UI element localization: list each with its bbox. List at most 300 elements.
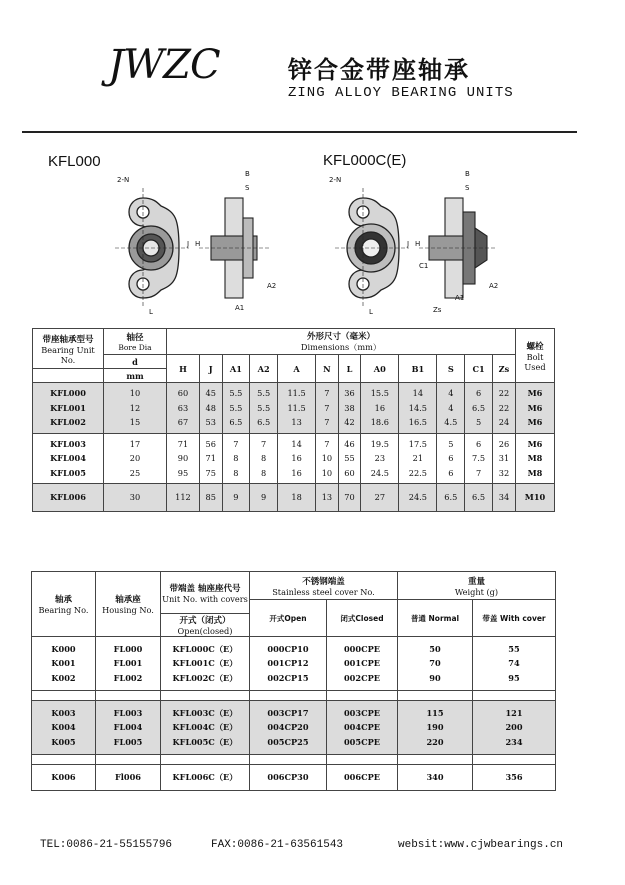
with-cover-cell	[473, 637, 556, 691]
spacer-cell	[327, 691, 398, 701]
unit-cell-value: KFL006C（E）	[172, 772, 238, 783]
dim-cell-value: 36	[344, 388, 355, 398]
open-cell-value: 006CP30	[267, 772, 309, 783]
open-cell-value: 005CP25	[267, 736, 309, 747]
unit-no-cell	[33, 433, 104, 484]
dim-cell	[222, 433, 250, 484]
normal-cell-value: 50	[429, 643, 441, 654]
spacer-cell	[473, 691, 556, 701]
dim-cell-value: 15.5	[370, 388, 389, 398]
closed-cell-value: 001CPE	[343, 658, 380, 669]
dim-cell-value: 24.5	[408, 492, 427, 503]
dim-cell-value: 13	[291, 417, 302, 427]
bolt-cell-value: M6	[527, 388, 543, 398]
dim-cell-value: 70	[344, 492, 355, 503]
bolt-cell-value: M6	[527, 417, 543, 427]
flange-side-view-covered	[419, 198, 495, 298]
dim-cell	[492, 484, 515, 512]
dim-cell-value: 24	[498, 417, 510, 427]
normal-cell-value: 90	[429, 672, 441, 683]
label-b: B	[245, 170, 250, 178]
dim-cell	[338, 484, 361, 512]
col-header-unit-no-sub	[33, 369, 104, 383]
dim-cell-value: 11.5	[287, 388, 306, 398]
drawing-kfl000ce	[315, 168, 515, 318]
label-h: H	[195, 240, 201, 248]
normal-cell	[398, 765, 473, 791]
dim-cell	[278, 383, 316, 434]
with-cover-cell-value: 200	[505, 722, 523, 733]
footer-fax: FAX:0086-21-63561543	[211, 839, 344, 851]
dim-cell-value: 5.5	[257, 388, 271, 398]
col-A2: A2	[250, 355, 278, 383]
table-row-group	[33, 433, 555, 484]
dim-cell	[399, 433, 437, 484]
dim-cell-value: 6	[475, 388, 482, 398]
bearing-cell-value: K006	[51, 772, 76, 783]
dim-cell-value: 7.5	[472, 453, 486, 463]
bearing-cell	[32, 637, 96, 691]
bolt-cell-value: M8	[527, 467, 543, 478]
normal-cell	[398, 701, 473, 755]
col-header-housing: 轴承座 Housing No.	[96, 572, 161, 637]
table-row-group	[32, 765, 556, 791]
dim-cell-value: 53	[205, 417, 216, 427]
col-B1: B1	[399, 355, 437, 383]
open-cell	[250, 701, 327, 755]
bore-cell-value: 15	[129, 417, 141, 427]
spacer-cell	[473, 755, 556, 765]
bearing-cell-value: K003	[51, 707, 76, 718]
col-header-with-cover: 带盖 With cover	[473, 600, 556, 637]
bore-cell	[104, 383, 167, 434]
label-a1-r: A1	[455, 294, 465, 302]
unit-cell-value: KFL003C（E）	[172, 707, 238, 718]
col-J: J	[199, 355, 222, 383]
dim-cell	[399, 484, 437, 512]
label-a2-r: A2	[489, 282, 499, 290]
dim-cell-value: 5.5	[229, 388, 243, 398]
closed-cell-value: 006CPE	[343, 772, 380, 783]
label-b-r: B	[465, 170, 470, 178]
dim-cell-value: 18	[291, 492, 302, 503]
bore-cell-value: 17	[129, 438, 141, 449]
dim-cell-value: 7	[233, 438, 239, 449]
dim-cell	[465, 383, 493, 434]
dim-cell-value: 6.5	[472, 492, 486, 503]
label-j: J	[187, 240, 190, 248]
with-cover-cell-value: 95	[508, 672, 520, 683]
dim-cell	[167, 433, 200, 484]
model-label-left: KFL000	[48, 153, 101, 170]
drawing-kfl000	[95, 168, 295, 318]
dim-cell	[338, 383, 361, 434]
with-cover-cell-value: 121	[505, 707, 523, 718]
spacer-cell	[32, 755, 96, 765]
dim-cell-value: 46	[344, 438, 355, 449]
bolt-cell	[516, 433, 555, 484]
dim-cell-value: 71	[205, 453, 216, 463]
dim-cell-value: 6	[475, 438, 482, 449]
dim-cell	[361, 433, 399, 484]
unit-no-cell-value: KFL006	[50, 492, 86, 503]
housing-cell	[96, 701, 161, 755]
unit-cell-value: KFL004C（E）	[172, 722, 238, 733]
dim-cell-value: 7	[324, 417, 330, 427]
model-label-right: KFL000C(E)	[323, 152, 407, 169]
dim-cell-value: 5.5	[229, 402, 243, 413]
page-title-en: ZING ALLOY BEARING UNITS	[288, 85, 514, 101]
dim-cell-value: 48	[205, 402, 216, 413]
dim-cell-value: 18.6	[370, 417, 389, 427]
closed-cell	[327, 765, 398, 791]
label-a1: A1	[235, 304, 245, 312]
normal-cell-value: 190	[426, 722, 444, 733]
col-S: S	[437, 355, 465, 383]
dim-cell-value: 8	[233, 467, 239, 478]
housing-cell-value: FL004	[113, 722, 143, 733]
dim-cell	[465, 484, 493, 512]
table-row-group	[32, 701, 556, 755]
dim-cell-value: 5.5	[257, 402, 271, 413]
col-header-dimensions: 外形尺寸（毫米） Dimensions（mm）	[167, 329, 516, 355]
col-H: H	[167, 355, 200, 383]
closed-cell-value: 003CPE	[343, 707, 380, 718]
unit-no-cell-value: KFL005	[50, 467, 86, 478]
bearing-cell-value: K001	[51, 658, 76, 669]
closed-cell-value: 002CPE	[343, 672, 380, 683]
bolt-cell-value: M6	[527, 402, 543, 413]
dim-cell	[361, 383, 399, 434]
dim-cell	[167, 484, 200, 512]
unit-no-cell-value: KFL000	[50, 388, 86, 398]
spacer-cell	[96, 691, 161, 701]
dim-cell	[199, 383, 222, 434]
dim-cell	[399, 383, 437, 434]
dim-cell-value: 31	[498, 453, 510, 463]
dim-cell-value: 17.5	[408, 438, 427, 449]
dim-cell-value: 9	[261, 492, 267, 503]
unit-cell-value: KFL005C（E）	[172, 736, 238, 747]
dim-cell-value: 7	[261, 438, 267, 449]
unit-no-cell-value: KFL001	[50, 402, 86, 413]
bolt-cell-value: M8	[527, 453, 543, 463]
dim-cell-value: 112	[175, 492, 191, 503]
dim-cell-value: 5	[448, 438, 454, 449]
bearing-cell	[32, 765, 96, 791]
col-A: A	[278, 355, 316, 383]
housing-cell	[96, 765, 161, 791]
spacer-cell	[250, 691, 327, 701]
dim-cell	[316, 433, 339, 484]
dim-cell-value: 16	[291, 453, 302, 463]
bearing-cell-value: K002	[51, 672, 76, 683]
closed-cell	[327, 637, 398, 691]
dim-cell-value: 85	[205, 492, 216, 503]
bearing-cell-value: K000	[51, 643, 76, 654]
dim-cell	[316, 383, 339, 434]
dim-cell	[199, 484, 222, 512]
unit-no-cell-value: KFL002	[50, 417, 86, 427]
open-cell	[250, 765, 327, 791]
normal-cell-value: 115	[426, 707, 444, 718]
dim-cell-value: 71	[177, 438, 189, 449]
col-header-mm: mm	[104, 369, 167, 383]
page-title-cn: 锌合金带座轴承	[288, 56, 470, 84]
bearing-cell-value: K005	[51, 736, 76, 747]
normal-cell-value: 220	[426, 736, 444, 747]
dim-cell-value: 4	[448, 388, 454, 398]
label-j-r: J	[407, 240, 410, 248]
bolt-cell-value: M10	[524, 492, 546, 503]
bore-cell	[104, 433, 167, 484]
dim-cell-value: 7	[324, 402, 330, 413]
dim-cell-value: 7	[324, 388, 330, 398]
closed-cell-value: 005CPE	[343, 736, 380, 747]
with-cover-cell-value: 55	[508, 643, 520, 654]
col-header-open-cover: 开式Open	[250, 600, 327, 637]
closed-cell-value: 004CPE	[343, 722, 380, 733]
dim-cell-value: 90	[177, 453, 189, 463]
dim-cell	[199, 433, 222, 484]
dim-cell-value: 22	[498, 388, 510, 398]
dim-cell-value: 14	[412, 388, 424, 398]
dim-cell-value: 24.5	[370, 467, 389, 478]
col-A1: A1	[222, 355, 250, 383]
bore-cell	[104, 484, 167, 512]
unit-cell-value: KFL002C（E）	[172, 672, 238, 683]
dim-cell-value: 42	[344, 417, 355, 427]
dim-cell-value: 56	[205, 438, 216, 449]
housing-cell-value: FL005	[113, 736, 143, 747]
dim-cell-value: 60	[344, 467, 355, 478]
dim-cell-value: 45	[205, 388, 216, 398]
dim-cell	[250, 484, 278, 512]
col-header-open-closed: 开式（闭式） Open(closed)	[161, 614, 250, 637]
dim-cell-value: 38	[344, 402, 355, 413]
dim-cell	[492, 433, 515, 484]
dim-cell-value: 10	[321, 467, 333, 478]
spacer-cell	[250, 755, 327, 765]
dim-cell-value: 6.5	[257, 417, 271, 427]
dimensions-table	[32, 328, 555, 512]
label-s: S	[245, 184, 250, 192]
with-cover-cell-value: 234	[505, 736, 523, 747]
bolt-cell	[516, 484, 555, 512]
bore-cell-value: 25	[129, 467, 141, 478]
dim-cell-value: 14	[291, 438, 302, 449]
dim-cell	[437, 383, 465, 434]
label-zs-r: Zs	[433, 306, 442, 314]
dim-cell-value: 22	[498, 402, 510, 413]
dim-cell-value: 6.5	[472, 402, 486, 413]
dim-cell-value: 8	[261, 467, 267, 478]
label-s-r: S	[465, 184, 470, 192]
dim-cell-value: 22.5	[408, 467, 427, 478]
dim-cell-value: 19.5	[370, 438, 389, 449]
col-header-weight: 重量 Weight (g)	[398, 572, 556, 600]
col-header-d: d	[104, 355, 167, 369]
flange-side-view	[199, 198, 271, 298]
unit-no-cell	[33, 484, 104, 512]
dim-cell	[338, 433, 361, 484]
flange-front-view	[115, 188, 189, 308]
dim-cell-value: 21	[412, 453, 424, 463]
dim-cell-value: 63	[177, 402, 189, 413]
table-row-group	[33, 383, 555, 434]
label-c1-r: C1	[419, 262, 429, 270]
dim-cell-value: 6.5	[229, 417, 243, 427]
open-cell-value: 002CP15	[267, 672, 309, 683]
col-header-bore: 轴径 Bore Dia	[104, 329, 167, 355]
dim-cell-value: 67	[177, 417, 189, 427]
open-cell-value: 000CP10	[267, 643, 309, 654]
bolt-cell	[516, 383, 555, 434]
dim-cell	[250, 433, 278, 484]
covers-weight-table	[31, 571, 556, 791]
col-N: N	[316, 355, 339, 383]
unit-cell	[161, 765, 250, 791]
housing-cell-value: FL000	[113, 643, 143, 654]
label-l: L	[149, 308, 153, 316]
housing-cell-value: Fl006	[114, 772, 141, 783]
dim-cell-value: 4	[448, 402, 454, 413]
dim-cell-value: 16.5	[408, 417, 427, 427]
spacer-cell	[398, 691, 473, 701]
col-header-bolt: 螺栓 Bolt Used	[516, 329, 555, 383]
dim-cell	[316, 484, 339, 512]
col-header-normal: 普通 Normal	[398, 600, 473, 637]
dim-cell	[465, 433, 493, 484]
dim-cell-value: 8	[233, 453, 239, 463]
dim-cell-value: 75	[205, 467, 216, 478]
dim-cell-value: 6	[448, 467, 454, 478]
dim-cell-value: 60	[177, 388, 189, 398]
housing-cell-value: FL003	[113, 707, 143, 718]
dim-cell-value: 7	[475, 467, 482, 478]
label-l-r: L	[369, 308, 373, 316]
housing-cell-value: FL001	[113, 658, 143, 669]
unit-cell	[161, 701, 250, 755]
dim-cell	[278, 433, 316, 484]
dim-cell-value: 16	[374, 402, 386, 413]
normal-cell-value: 70	[429, 658, 441, 669]
label-a2: A2	[267, 282, 277, 290]
table-spacer-row	[32, 755, 556, 765]
dim-cell-value: 6	[448, 453, 454, 463]
closed-cell	[327, 701, 398, 755]
with-cover-cell	[473, 701, 556, 755]
dim-cell-value: 23	[374, 453, 386, 463]
open-cell	[250, 637, 327, 691]
open-cell-value: 001CP12	[267, 658, 309, 669]
housing-cell	[96, 637, 161, 691]
normal-cell-value: 340	[426, 772, 444, 783]
dim-cell-value: 95	[177, 467, 189, 478]
label-2n-r: 2-N	[329, 176, 342, 184]
closed-cell-value: 000CPE	[343, 643, 380, 654]
col-header-unit: 带座轴承型号 Bearing Unit No.	[33, 329, 104, 369]
spacer-cell	[161, 755, 250, 765]
dim-cell-value: 8	[261, 453, 267, 463]
dim-cell	[437, 433, 465, 484]
bearing-cell-value: K004	[51, 722, 76, 733]
dim-cell	[222, 383, 250, 434]
col-C1: C1	[465, 355, 493, 383]
bolt-cell-value: M6	[527, 438, 543, 449]
dim-cell	[250, 383, 278, 434]
dim-cell-value: 5	[475, 417, 482, 427]
dim-cell-value: 26	[498, 438, 510, 449]
spacer-cell	[96, 755, 161, 765]
col-header-closed-cover: 闭式Closed	[327, 600, 398, 637]
table-row-group	[33, 484, 555, 512]
col-A0: A0	[361, 355, 399, 383]
with-cover-cell-value: 74	[508, 658, 520, 669]
unit-cell-value: KFL001C（E）	[172, 658, 238, 669]
bore-cell-value: 10	[129, 388, 141, 398]
bore-cell-value: 20	[129, 453, 141, 463]
unit-cell-value: KFL000C（E）	[172, 643, 238, 654]
footer-tel: TEL:0086-21-55155796	[40, 839, 173, 851]
dim-cell	[437, 484, 465, 512]
table-row-group	[32, 637, 556, 691]
dim-cell-value: 27	[374, 492, 386, 503]
spacer-cell	[32, 691, 96, 701]
flange-front-view-covered	[335, 188, 409, 308]
dim-cell-value: 4.5	[444, 417, 458, 427]
dim-cell-value: 14.5	[408, 402, 427, 413]
header-divider	[22, 131, 577, 133]
dim-cell-value: 10	[321, 453, 333, 463]
dim-cell-value: 7	[324, 438, 330, 449]
label-h-r: H	[415, 240, 421, 248]
dim-cell-value: 9	[233, 492, 239, 503]
col-L: L	[338, 355, 361, 383]
open-cell-value: 003CP17	[267, 707, 309, 718]
dim-cell-value: 32	[498, 467, 510, 478]
footer-website: websit:www.cjwbearings.cn	[398, 839, 564, 851]
col-Zs: Zs	[492, 355, 515, 383]
dim-cell-value: 34	[498, 492, 510, 503]
label-2n: 2-N	[117, 176, 130, 184]
unit-cell	[161, 637, 250, 691]
col-header-bearing: 轴承 Bearing No.	[32, 572, 96, 637]
bore-cell-value: 12	[129, 402, 141, 413]
dim-cell	[361, 484, 399, 512]
dim-cell-value: 55	[344, 453, 355, 463]
dim-cell-value: 11.5	[287, 402, 306, 413]
with-cover-cell	[473, 765, 556, 791]
col-header-unit-covers: 带端盖 轴座座代号 Unit No. with covers	[161, 572, 250, 614]
dim-cell-value: 16	[291, 467, 302, 478]
col-header-stainless-cover: 不锈钢端盖 Stainless steel cover No.	[250, 572, 398, 600]
spacer-cell	[161, 691, 250, 701]
housing-cell-value: FL002	[113, 672, 143, 683]
dim-cell	[167, 383, 200, 434]
with-cover-cell-value: 356	[505, 772, 523, 783]
open-cell-value: 004CP20	[267, 722, 309, 733]
company-logo: JWZC	[108, 42, 220, 88]
unit-no-cell	[33, 383, 104, 434]
bore-cell-value: 30	[129, 492, 141, 503]
table-spacer-row	[32, 691, 556, 701]
normal-cell	[398, 637, 473, 691]
unit-no-cell-value: KFL003	[50, 438, 86, 449]
dim-cell	[222, 484, 250, 512]
spacer-cell	[327, 755, 398, 765]
dim-cell-value: 13	[321, 492, 333, 503]
